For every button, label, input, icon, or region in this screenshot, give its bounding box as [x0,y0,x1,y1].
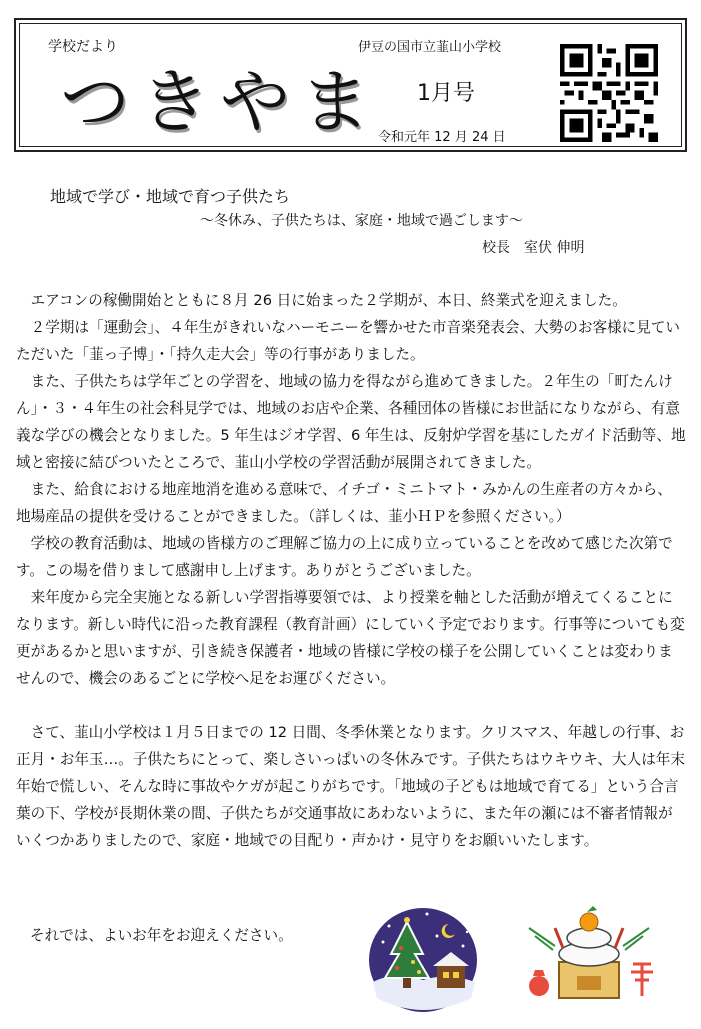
article-title: 地域で学び・地域で育つ子供たち [50,187,291,206]
paragraph: さて、韮山小学校は１月５日までの 12 日間、冬季休業となります。クリスマス、年越しの行事、お正月・お年玉…。子供たちにとって、楽しさいっぱいの冬休みです。子供たちはウキウキ、大人は年末年始で慌しい、そんな時に事故やケガが起こりがちです。「地域の子どもは地域で育てる」という合言葉の下、学校が長期休業の間、子供たちが交通事故にあわないように、また年の瀬には不審者情報がいくつかありましたので、家庭・地域での目配り・声かけ・見守りをお願いいたします。 [16,724,685,849]
paragraph: また、子供たちは学年ごとの学習を、地域の協力を得ながら進めてきました。２年生の「町たんけん」・３・４年生の社会科見学では、地域のお店や企業、各種団体の皆様にお世話になりながら、有意義な学びの機会となりました。5 年生はジオ学習、6 年生は、反射炉学習を基にしたガイド活動等、地域と密接に結びついたところで、韮山小学校の学習活動が展開されてきました。 [16,373,686,471]
issue-number: 1月号 [417,81,475,106]
article-subtitle: ～冬休み、子供たちは、家庭・地域で過ごします～ [200,213,523,229]
header-inner-border [19,23,682,147]
school-name: 伊豆の国市立韮山小学校 [358,40,502,55]
article-author: 校長 室伏 伸明 [482,240,585,256]
paragraph: エアコンの稼働開始とともに８月 26 日に始まった２学期が、本日、終業式を迎えました。 [30,292,627,309]
kagami-mochi-icon [525,898,660,1008]
paragraph: ２学期は「運動会」、４年生がきれいなハーモニーを響かせた市音楽発表会、大勢のお客様に見ていただいた「韮っ子博」・「持久走大会」等の行事がありました。 [16,319,681,363]
article-body [16,287,686,854]
paragraph-gap [16,692,686,719]
paragraph: 来年度から完全実施となる新しい学習指導要領では、より授業を軸とした活動が増えてくることになります。新しい時代に沿った教育課程（教育計画）にしていく予定でおります。行事等についても変更があるかと思いますが、引き続き保護者・地域の皆様に学校の様子を公開していくことは変わりませんので、機会のあるごとに学校へ足をお運びください。 [16,589,685,687]
qr-code-icon [560,44,658,142]
closing-line: それでは、よいお年をお迎えください。 [30,927,293,944]
paragraph: また、給食における地産地消を進める意味で、イチゴ・ミニトマト・みかんの生産者の方々から、地場産品の提供を受けることができました。（詳しくは、韮小ＨＰを参照ください。） [16,481,672,525]
newsletter-label: 学校だより [48,39,118,55]
issue-date: 令和元年 12 月 24 日 [378,130,506,145]
snowy-tree-icon [367,902,479,1014]
newsletter-header [14,18,687,152]
paragraph: 学校の教育活動は、地域の皆様方のご理解ご協力の上に成り立っていることを改めて感じた次第です。この場を借りまして感謝申し上げます。ありがとうございました。 [16,535,673,579]
newsletter-title: つきやま [60,61,380,143]
